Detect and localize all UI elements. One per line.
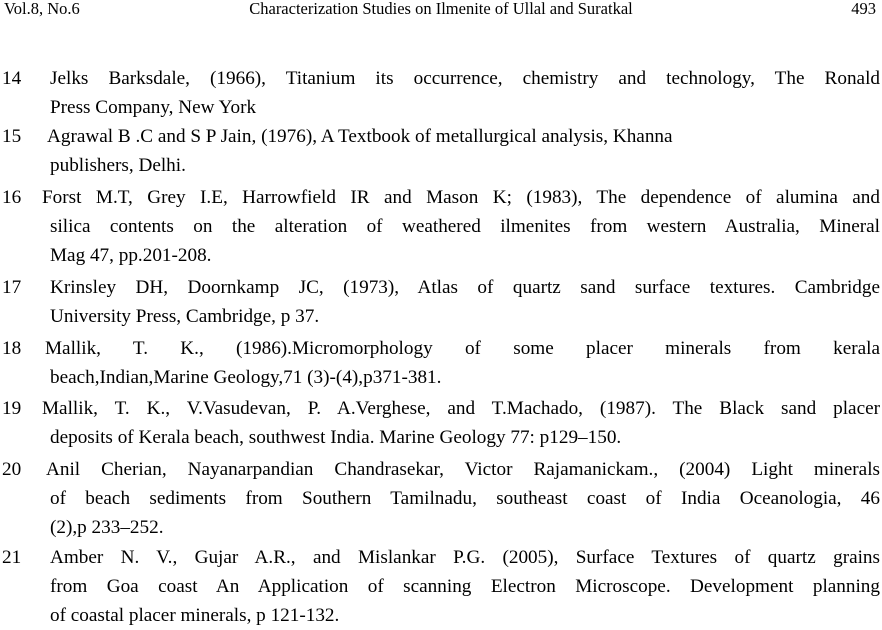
reference-text-line: from Goa coast An Application of scanning Electron Microscope. Development planning — [50, 576, 880, 597]
reference-text-line: publishers, Delhi. — [50, 155, 186, 176]
reference-text-line: of beach sediments from Southern Tamilnadu, southeast coast of India Oceanologia, 46 — [50, 488, 880, 509]
reference-text-line: Jelks Barksdale, (1966), Titanium its occurrence, chemistry and technology, The Ronald — [50, 68, 880, 89]
reference-text-line: (2),p 233–252. — [50, 517, 164, 538]
journal-volume: Vol.8, No.6 — [4, 0, 80, 18]
reference-text-line: of coastal placer minerals, p 121-132. — [50, 605, 340, 626]
reference-number: 21 — [2, 547, 22, 568]
reference-number: 14 — [2, 68, 22, 89]
reference-number: 17 — [2, 277, 22, 298]
reference-text-line: Press Company, New York — [50, 97, 257, 118]
reference-text-line: Agrawal B .C and S P Jain, (1976), A Textbook of metallurgical analysis, Khanna — [47, 126, 673, 147]
reference-text-line: Krinsley DH, Doornkamp JC, (1973), Atlas of quartz sand surface textures. Cambridge — [50, 277, 880, 298]
reference-number: 20 — [2, 459, 22, 480]
reference-text-line: Anil Cherian, Nayanarpandian Chandrasekar, Victor Rajamanickam., (2004) Light minerals — [46, 459, 880, 480]
reference-text-line: deposits of Kerala beach, southwest India. Marine Geology 77: p129–150. — [50, 427, 622, 448]
reference-text-line: silica contents on the alteration of weathered ilmenites from western Australia, Mineral — [50, 216, 880, 237]
reference-number: 19 — [2, 398, 22, 419]
reference-number: 18 — [2, 338, 22, 359]
reference-text-line: Mallik, T. K., (1986).Micromorphology of some placer minerals from kerala — [45, 338, 880, 359]
reference-number: 15 — [2, 126, 22, 147]
reference-text-line: Mallik, T. K., V.Vasudevan, P. A.Verghese, and T.Machado, (1987). The Black sand placer — [42, 398, 880, 419]
reference-text-line: Forst M.T, Grey I.E, Harrowfield IR and Mason K; (1983), The dependence of alumina and — [42, 187, 880, 208]
reference-text-line: Amber N. V., Gujar A.R., and Mislankar P.G. (2005), Surface Textures of quartz grains — [50, 547, 880, 568]
reference-number: 16 — [2, 187, 22, 208]
reference-text-line: beach,Indian,Marine Geology,71 (3)-(4),p371-381. — [50, 367, 442, 388]
page-number: 493 — [851, 0, 876, 18]
reference-text-line: Mag 47, pp.201-208. — [50, 245, 212, 266]
running-title: Characterization Studies on Ilmenite of Ullal and Suratkal — [249, 0, 633, 18]
reference-text-line: University Press, Cambridge, p 37. — [50, 306, 320, 327]
